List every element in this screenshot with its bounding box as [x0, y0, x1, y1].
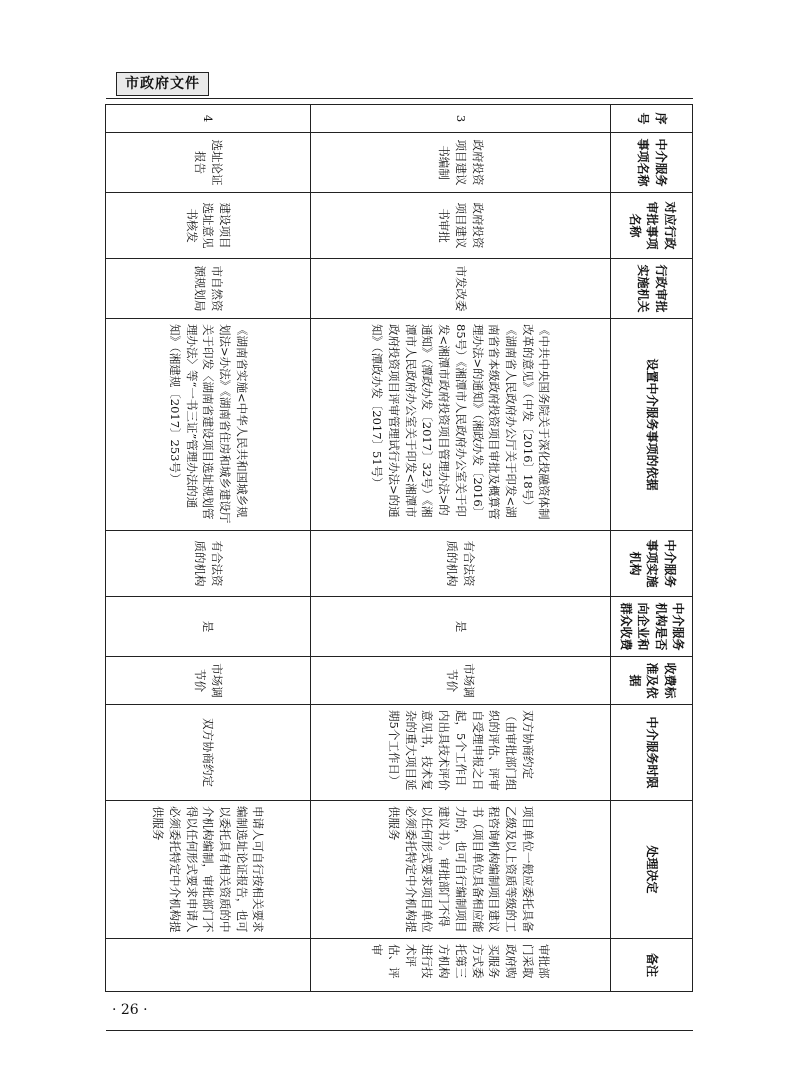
cell-basis: 《中共中央国务院关于深化投融资体制改革的意见》（中发〔2016〕18号）《湖南省人民政府办公厅关于印发<湖南省省本级政府投资项目审批及概算管理办法>的通知》（湘政办发〔2016〕85号）《湘潭市人民政府办公室关于印发<湘潭市政府投资项目管理办法>的通知》（潭政办发〔2017〕32号）《湘潭市人民政府办公室关于印发<湘潭市政府投资项目评审管理试行办法>的通知》（潭政办发〔2017〕51号）	[311, 319, 611, 531]
header-decision: 处理决定	[611, 801, 693, 939]
rotated-table-container	[106, 104, 693, 991]
table-row	[311, 105, 611, 992]
cell-no: 4	[106, 105, 311, 133]
cell-remark: 审批部门采取政府购买服务方式委托第三方机构进行技术评估、评审	[311, 939, 611, 992]
cell-service-org: 有合法资质的机构	[311, 531, 611, 597]
cell-charge-basis: 市场调节价	[106, 657, 311, 705]
cell-approval-org: 市发改委	[311, 259, 611, 319]
header-service-org: 中介服务事项实施机构	[611, 531, 693, 597]
cell-basis: 《湖南省实施<中华人民共和国城乡规划法>办法》《湖南省住房和城乡建设厅关于印发〈湖南省建设项目选址规划管理办法〉等“一书三证”管理办法的通知》（湘建规〔2017〕253号）	[106, 319, 311, 531]
cell-time-limit: 双方协商约定（由审批部门组织的评估、评审自受理申报之日起，5个工作日内出具技术评价意见书，技术复杂的重大项目延期5个工作日）	[311, 705, 611, 801]
document-header-tag: 市政府文件	[116, 72, 209, 96]
cell-charge-public: 是	[106, 597, 311, 657]
header-charge-public: 中介服务机构是否向企业和群众收费	[611, 597, 693, 657]
cell-remark	[106, 939, 311, 992]
header-basis: 设置中介服务事项的依据	[611, 319, 693, 531]
intermediary-service-table	[105, 104, 693, 992]
header-divider	[106, 98, 693, 99]
cell-no: 3	[311, 105, 611, 133]
cell-time-limit: 双方协商约定	[106, 705, 311, 801]
header-time-limit: 中介服务时限	[611, 705, 693, 801]
cell-approval-item: 建设项目选址意见书核发	[106, 193, 311, 259]
header-approval-org: 行政审批实施机关	[611, 259, 693, 319]
cell-decision: 项目单位一般应委托具备乙级及以上资质等级的工程咨询机构编制项目建议书（项目单位具备相应能力的，也可自行编制项目建议书）。审批部门不得以任何形式要求项目单位必须委托特定中介机构提供服务	[311, 801, 611, 939]
table-row	[106, 105, 311, 992]
cell-approval-item: 政府投资项目建议书审批	[311, 193, 611, 259]
cell-approval-org: 市自然资源规划局	[106, 259, 311, 319]
cell-service-org: 有合法资质的机构	[106, 531, 311, 597]
header-service-name: 中介服务事项名称	[611, 133, 693, 193]
cell-charge-public: 是	[311, 597, 611, 657]
header-charge-basis: 收费标准及依据	[611, 657, 693, 705]
cell-service-name: 选址论证报告	[106, 133, 311, 193]
header-remark: 备注	[611, 939, 693, 992]
cell-charge-basis: 市场调节价	[311, 657, 611, 705]
cell-decision: 申请人可自行按相关要求编制选址论证报告，也可以委托具有相关资质的中介机构编制，审批部门不得以任何形式要求申请人必须委托特定中介机构提供服务	[106, 801, 311, 939]
cell-service-name: 政府投资项目建议书编制	[311, 133, 611, 193]
page-number: · 26 ·	[112, 1002, 148, 1018]
table-header-row	[611, 105, 693, 992]
footer-divider	[106, 1030, 693, 1031]
header-approval-item: 对应行政审批事项名称	[611, 193, 693, 259]
header-no: 序号	[611, 105, 693, 133]
